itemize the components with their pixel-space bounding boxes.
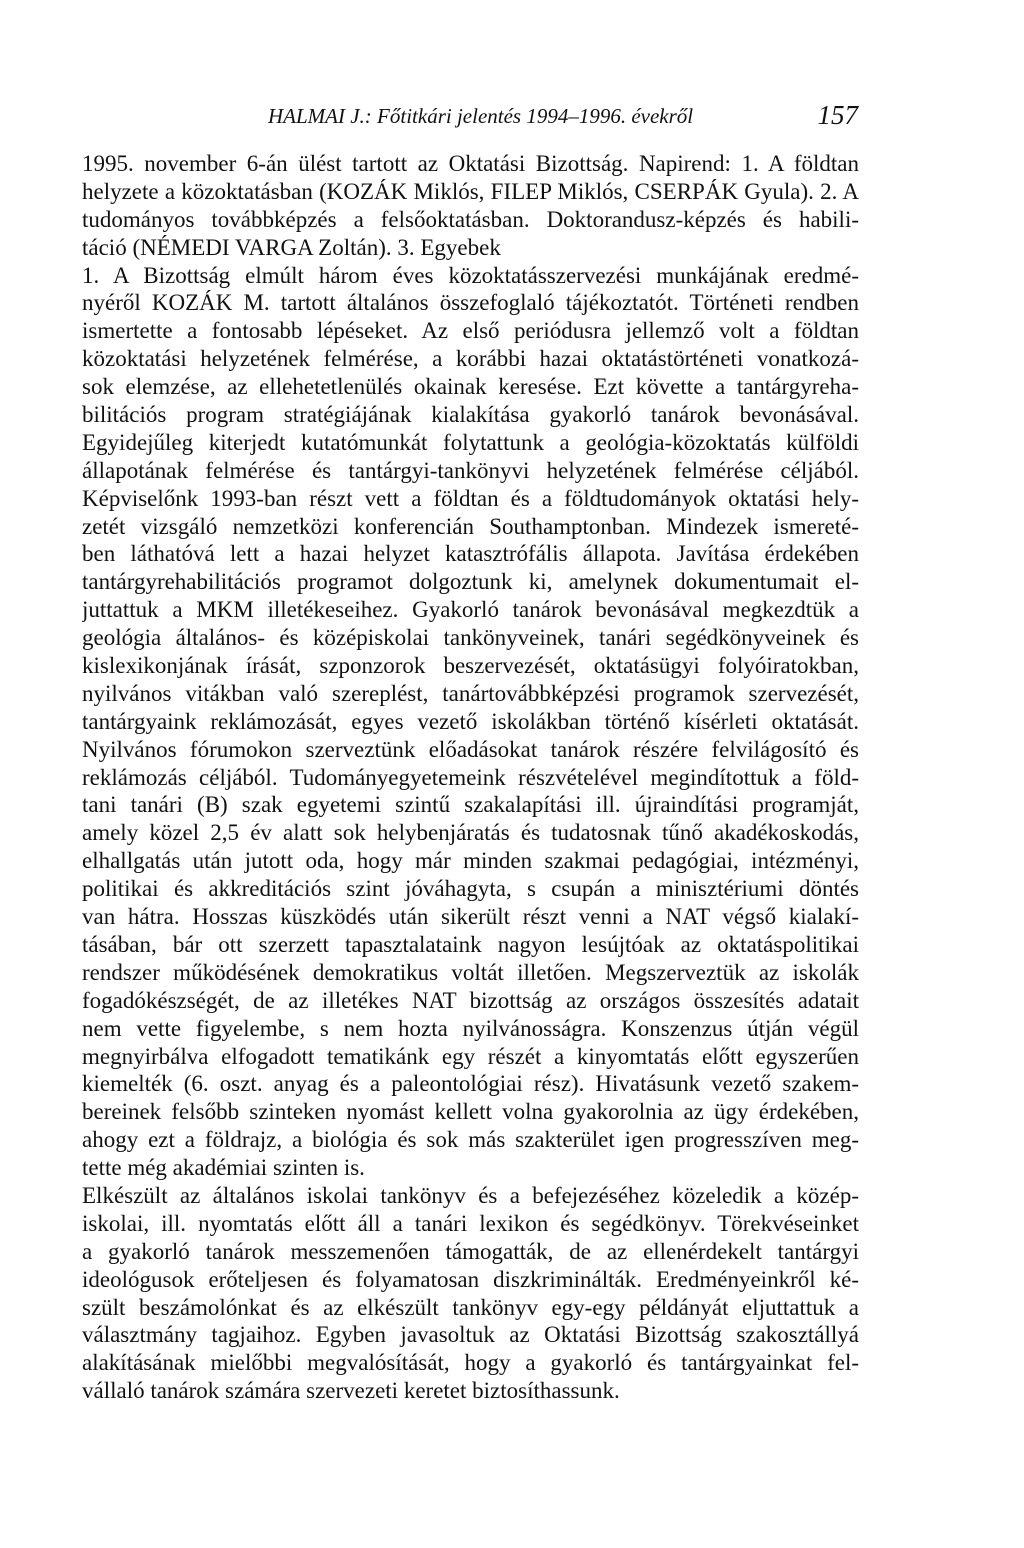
- text-line: juttattuk a MKM illetékeseihez. Gyakorló tanárok bevonásával megkezdtük a: [82, 597, 859, 623]
- text-line: politikai és akkreditációs szint jóváhagyta, s csupán a minisztériumi döntés: [82, 876, 859, 902]
- text-line: Elkészült az általános iskolai tankönyv és a befejezéséhez közeledik a közép-: [82, 1182, 859, 1208]
- text-line: táció (NÉMEDI VARGA Zoltán). 3. Egyebek: [82, 234, 501, 260]
- text-line: bilitációs program stratégiájának kialakítása gyakorló tanárok bevonásával.: [82, 402, 859, 428]
- running-head: HALMAI J.: Főtitkári jelentés 1994–1996. évekről: [268, 104, 694, 128]
- text-line: reklámozás céljából. Tudományegyetemeink részvételével megindítottuk a föld-: [82, 764, 859, 790]
- text-line: szült beszámolónkat és az elkészült tankönyv egy-egy példányát eljuttattuk a: [82, 1294, 859, 1320]
- text-line: van hátra. Hosszas küszködés után sikerült részt venni a NAT végső kialakí-: [82, 904, 859, 930]
- text-line: tani tanári (B) szak egyetemi szintű szakalapítási ill. újraindítási programját,: [82, 792, 859, 818]
- text-line: elhallgatás után jutott oda, hogy már minden szakmai pedagógiai, intézményi,: [82, 848, 859, 874]
- text-line: tantárgyrehabilitációs programot dolgoztunk ki, amelynek dokumentumait el-: [82, 569, 859, 595]
- text-line: kislexikonjának írását, szponzorok beszervezését, oktatásügyi folyóiratokban,: [82, 653, 859, 679]
- text-line: amely közel 2,5 év alatt sok helybenjáratás és tudatosnak tűnő akadékoskodás,: [82, 820, 859, 846]
- text-line: tásában, bár ott szerzett tapasztalataink nagyon lesújtóak az oktatáspolitikai: [82, 931, 859, 957]
- text-line: sok elemzése, az ellehetetlenülés okainak keresése. Ezt követte a tantárgyreha-: [82, 374, 859, 400]
- text-line: megnyirbálva elfogadott tematikánk egy részét a kinyomtatás előtt egyszerűen: [82, 1043, 859, 1069]
- paragraph: [82, 262, 859, 1182]
- text-line: ben láthatóvá lett a hazai helyzet katasztrófális állapota. Javítása érdekében: [82, 541, 859, 567]
- text-line: alakításának mielőbbi megvalósítását, hogy a gyakorló és tantárgyainkat fel-: [82, 1350, 859, 1376]
- text-line: helyzete a közoktatásban (KOZÁK Miklós, FILEP Miklós, CSERPÁK Gyula). 2. A: [82, 178, 859, 204]
- text-line: bereinek felsőbb szinteken nyomást kellett volna gyakorolnia az ügy érdekében,: [82, 1099, 859, 1125]
- text-line: ismertette a fontosabb lépéseket. Az első periódusra jellemző volt a földtan: [82, 318, 859, 344]
- text-line: Nyilvános fórumokon szerveztünk előadásokat tanárok részére felvilágosító és: [82, 736, 859, 762]
- text-line: kiemelték (6. oszt. anyag és a paleontológiai rész). Hivatásunk vezető szakem-: [82, 1071, 859, 1097]
- text-line: zetét vizsgáló nemzetközi konferencián Southamptonban. Mindezek ismereté-: [82, 513, 859, 539]
- text-line: 1995. november 6-án ülést tartott az Oktatási Bizottság. Napirend: 1. A földtan: [82, 151, 859, 176]
- text-line: Képviselőnk 1993-ban részt vett a földtan és a földtudományok oktatási hely-: [82, 485, 859, 511]
- text-line: geológia általános- és középiskolai tankönyveinek, tanári segédkönyveinek és: [82, 625, 859, 651]
- text-line: közoktatási helyzetének felmérése, a korábbi hazai oktatástörténeti vonatkozá-: [82, 346, 859, 372]
- text-line: vállaló tanárok számára szervezeti keretet biztosíthassunk.: [82, 1378, 620, 1404]
- text-line: nyéről KOZÁK M. tartott általános összefoglaló tájékoztatót. Történeti rendben: [82, 290, 859, 316]
- body-text: [82, 150, 859, 1405]
- text-line: ahogy ezt a földrajz, a biológia és sok más szakterület igen progresszíven meg-: [82, 1127, 859, 1153]
- text-line: ideológusok erőteljesen és folyamatosan diszkriminálták. Eredményeinkről ké-: [82, 1266, 859, 1292]
- text-line: nem vette figyelembe, s nem hozta nyilvánosságra. Konszenzus útján végül: [82, 1015, 859, 1041]
- paragraph: [82, 150, 859, 262]
- text-line: tantárgyaink reklámozását, egyes vezető iskolákban történő kísérleti oktatását.: [82, 708, 859, 734]
- paragraph: [82, 1182, 859, 1405]
- page-header: [268, 100, 858, 136]
- text-line: a gyakorló tanárok messzemenően támogatták, de az ellenérdekelt tantárgyi: [82, 1238, 859, 1264]
- text-line: választmány tagjaihoz. Egyben javasoltuk az Oktatási Bizottság szakosztállyá: [82, 1322, 859, 1348]
- text-line: rendszer működésének demokratikus voltát illetően. Megszerveztük az iskolák: [82, 959, 859, 985]
- text-line: állapotának felmérése és tantárgyi-tankönyvi helyzetének felmérése céljából.: [82, 457, 859, 483]
- text-line: tette még akadémiai szinten is.: [82, 1155, 365, 1181]
- page-number: 157: [817, 100, 858, 130]
- text-line: tudományos továbbképzés a felsőoktatásban. Doktorandusz-képzés és habili-: [82, 206, 859, 232]
- text-line: fogadókészségét, de az illetékes NAT bizottság az országos összesítés adatait: [82, 987, 859, 1013]
- text-line: iskolai, ill. nyomtatás előtt áll a tanári lexikon és segédkönyv. Törekvéseinket: [82, 1210, 859, 1236]
- text-line: nyilvános vitákban való szereplést, tanártovábbképzési programok szervezését,: [82, 680, 859, 706]
- text-line: 1. A Bizottság elmúlt három éves közoktatásszervezési munkájának eredmé-: [82, 262, 859, 288]
- text-line: Egyidejűleg kiterjedt kutatómunkát folytattunk a geológia-közoktatás külföldi: [82, 429, 859, 455]
